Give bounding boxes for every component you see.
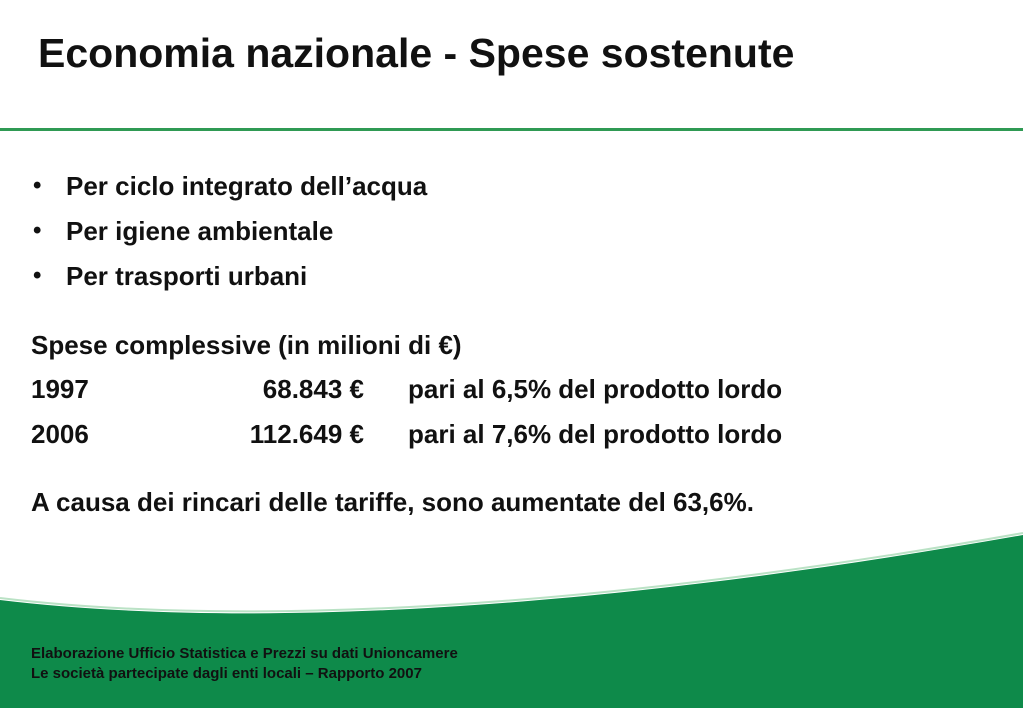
bullet-icon: • [33, 217, 42, 244]
bullet-text: Per igiene ambientale [66, 216, 334, 246]
bullet-icon: • [33, 262, 42, 289]
row-amount: 68.843 € [262, 374, 364, 404]
row-share: pari al 6,5% del prodotto lordo [408, 374, 783, 404]
row-share: pari al 7,6% del prodotto lordo [408, 419, 783, 449]
bullet-item [30, 211, 427, 256]
conclusion-text: A causa dei rincari delle tariffe, sono aumentate del 63,6%. [31, 487, 754, 517]
totals-heading: Spese complessive (in milioni di €) [31, 330, 462, 360]
row-year: 1997 [31, 374, 89, 404]
slide-title: Economia nazionale - Spese sostenute [38, 30, 795, 76]
bullet-icon: • [33, 172, 42, 199]
footer-source-line-2: Le società partecipate dagli enti locali – Rapporto 2007 [31, 665, 422, 682]
row-year: 2006 [31, 419, 89, 449]
bullet-item [30, 166, 427, 211]
bullet-text: Per trasporti urbani [66, 261, 308, 291]
row-amount: 112.649 € [249, 419, 364, 449]
bullet-item [30, 256, 427, 301]
footer-source-line-1: Elaborazione Ufficio Statistica e Prezzi su dati Unioncamere [31, 645, 458, 662]
bullet-list [30, 166, 427, 301]
bullet-text: Per ciclo integrato dell’acqua [66, 171, 428, 201]
title-divider [0, 128, 1023, 131]
